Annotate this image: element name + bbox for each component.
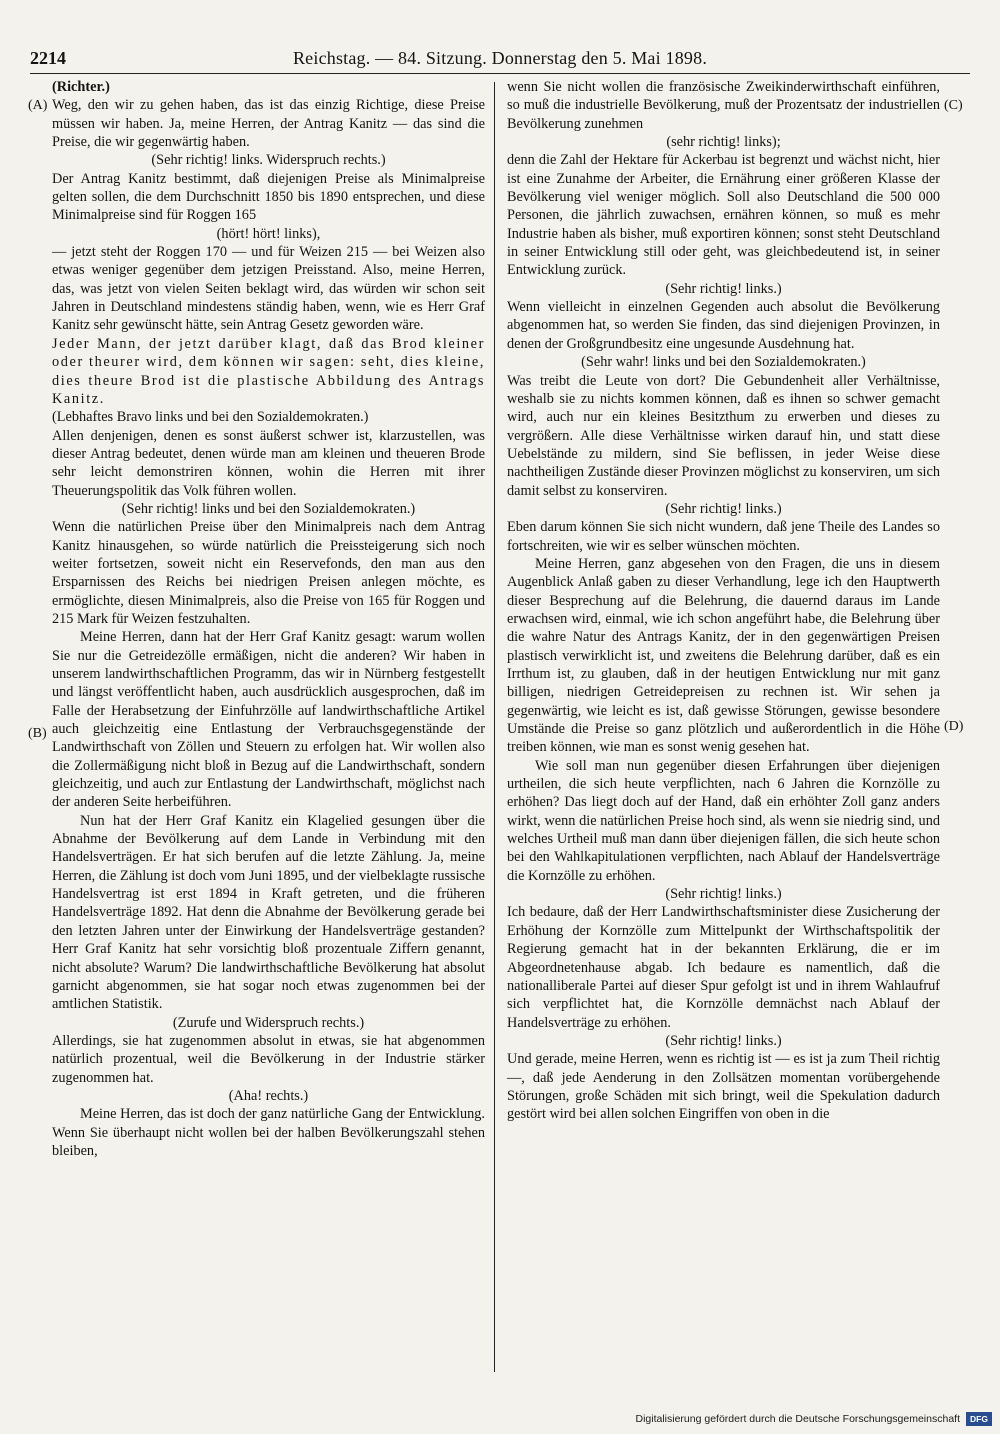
speaker-label: (Richter.) [52,79,110,95]
paragraph: Allen denjenigen, denen es sonst äußerst schwer ist, klarzustellen, was dieser Antrag bedeutet, denen würde man am kleinen und theueren Brode sehr leicht demonstriren können, wohin die Herren mit ihrer Theuerungspolitik das Volk führen wollen. [52,427,485,499]
paragraph: Wenn die natürlichen Preise über den Minimalpreis nach dem Antrag Kanitz hinausgehen, so würde natürlich die Preissteigerung sich noch weiter fortsetzen, soweit nicht ein Reservefonds, den man aus den Ersparnissen des Reichs bei niedrigen Preisen anlegen möchte, es ermöglichte, diesen Minimalpreis, also die Preise von 165 für Roggen und 215 Mark für Weizen festzuhalten. [52,519,485,627]
paragraph: wenn Sie nicht wollen die französische Zweikinderwirthschaft einführen, so muß die industrielle Bevölkerung, muß der Prozentsatz der industriellen Bevölkerung zunehmen [507,79,940,132]
margin-marker-c: (C) [944,98,963,113]
running-title: Reichstag. — 84. Sitzung. Donnerstag den 5. Mai 1898. [292,48,708,68]
interjection: (Sehr richtig! links. Widerspruch rechts.) [151,152,386,169]
paragraph: Meine Herren, das ist doch der ganz natürliche Gang der Entwicklung. Wenn Sie überhaupt nicht wollen bei der halben Bevölkerungszahl stehen bleiben, [52,1106,485,1159]
margin-marker-d: (D) [944,719,964,734]
header-rule [30,73,970,74]
interjection: (Sehr richtig! links.) [665,500,782,517]
paragraph: Wenn vielleicht in einzelnen Gegenden auch absolut die Bevölkerung abgenommen hat, so werden Sie finden, das sind diejenigen Provinzen, in denen der Großgrundbesitz eine ungesunde Ausdehnung hat. [507,299,940,352]
digitization-footer [0,1412,1000,1428]
paragraph: Allerdings, sie hat zugenommen absolut in etwas, sie hat abgenommen natürlich prozentual, weil die Bevölkerung in der Industrie stärker zugenommen hat. [52,1032,485,1086]
paragraph: Nun hat der Herr Graf Kanitz ein Klagelied gesungen über die Abnahme der Bevölkerung auf dem Lande in Verbindung mit den Handelsverträgen. Er hat sich berufen auf die letzte Zählung. Ja, meine Herren, die Zählung ist doch vom Juni 1895, und der vielbeklagte russische Handelsvertrag ist erst 1894 in Kraft getreten, und die früheren Handelsverträge 1892. Hat denn die Abnahme der Bevölkerung gerade bei den letzten Jahren unter der Einwirkung der Handelsverträge gestanden? Herr Graf Kanitz hat sehr vorsichtig bloß prozentuale Ziffern genannt, nicht absolute? Warum? Die landwirthschaftliche Bevölkerung hat absolut garnicht abgenommen, sie hat sogar noch etwas zugenommen bei der amtlichen Statistik. [52,812,485,1013]
paragraph: Weg, den wir zu gehen haben, das ist das einzig Richtige, diese Preise müssen wir haben. Ja, meine Herren, der Antrag Kanitz — das sind die Preise, die wir gegenwärtig haben. [52,97,485,151]
interjection: (Sehr richtig! links.) [665,1032,782,1049]
paragraph: denn die Zahl der Hektare für Ackerbau ist begrenzt und wächst nicht, hier ist eine Zunahme der Arbeiter, die Ernährung einer größeren Klasse der Bevölkerung viel weniger möglich. Soll also Deutschland die 500 000 Personen, die jährlich zuwachsen, ernähren können, so muß es mehr Industrie haben als bisher, muß exportiren können; sonst steht Deutschland in seiner Entwicklung still oder geht, was gleichbedeutend ist, in seiner Entwicklung zurück. [507,152,940,279]
interjection: (Sehr wahr! links und bei den Sozialdemokraten.) [581,354,866,371]
dfg-logo: DFG [966,1412,992,1426]
interjection: (sehr richtig! links); [666,134,781,151]
page-number: 2214 [30,48,66,68]
right-column [507,78,940,1124]
margin-marker-a: (A) [28,98,48,113]
margin-marker-b: (B) [28,726,47,741]
running-header [30,44,970,72]
paragraph: Ich bedaure, daß der Herr Landwirthschaftsminister diese Zusicherung der Erhöhung der Kornzölle zum Mittelpunkt der Wirthschaftspolitik der Regierung gemacht hat in der bekannten Erklärung, die er im Abgeordnetenhause abgab. Ich bedaure es namentlich, daß die nationalliberale Partei auf dieser Spur gefolgt ist und in ihrem Wahlaufruf sich verpflichtet hat, die Kornzölle demnächst nach Ablauf der Handelsverträge zu erhöhen. [507,904,940,1031]
paragraph: — jetzt steht der Roggen 170 — und für Weizen 215 — bei Weizen also etwas weniger gegenüber dem jetzigen Preisstand. Also, meine Herren, das, was jetzt von vielen Seiten beklagt wird, das würden wir schon seit Jahren in Deutschland mindestens ständig haben, wenn, wie es Herr Graf Kanitz sehr gewünscht hätte, sein Antrag Gesetz geworden wäre. [52,244,485,334]
paragraph: Eben darum können Sie sich nicht wundern, daß jene Theile des Landes so fortschreiten, wie wir es selber wünschen möchten. [507,519,940,554]
paragraph: Meine Herren, ganz abgesehen von den Fragen, die uns in diesem Augenblick Anlaß gaben zu dieser Verhandlung, lege ich den Hauptwerth dieser Besprechung auf die Belehrung, die dauernd daraus im Lande erwachsen wird, einmal, wie ich schon angeführt habe, die Belehrung über die wahre Natur des Antrags Kanitz, der in den gegenwärtigen Preisen plastisch verwirklicht ist, und zweitens die Belehrung darüber, daß es ein Irrthum ist, zu glauben, daß in der heutigen Entwicklung nur mit ganz billigen, niedrigen Getreidepreisen zu rechnen ist. Wir sehen ja gegenwärtig, wie leicht es ist, daß gewisse Störungen, gewisse besondere Umstände die Preise so ganz plötzlich und außerordentlich in die Höhe treiben können, wie man es sonst wenig gesehen hat. [507,555,940,756]
paragraph: Und gerade, meine Herren, wenn es richtig ist — es ist ja zum Theil richtig —, daß jede Aenderung in den Zollsätzen momentan vorübergehende Störungen, große Schäden mit sich bringt, weil die Spekulation dadurch gestört wird bei allen solchen Eingriffen von oben in die [507,1051,940,1123]
column-rule [494,82,495,1372]
interjection: (Zurufe und Widerspruch rechts.) [172,1014,365,1031]
interjection: (Sehr richtig! links.) [665,280,782,297]
paragraph: Was treibt die Leute von dort? Die Gebundenheit aller Verhältnisse, weshalb sie zu nichts kommen können, daß es ihnen so schwer gemacht wird, auch nur ein kleines Besitzthum zu erwerben und dieses zu vergrößern. Alle diese Verhältnisse wirken darauf hin, und statt diese Uebelstände zu mildern, sind Sie beflissen, in jeder Weise diese nachtheiligen Zustände dieser Provinzen möglichst zu konserviren, um sich damit selbst zu konserviren. [507,372,940,499]
paragraph: Wie soll man nun gegenüber diesen Erfahrungen über diejenigen urtheilen, die sich heute verpflichten, nach 6 Jahren die Kornzölle zu erhöhen? Das liegt doch auf der Hand, daß ein erhöhter Zoll ganz anders wirkt, wenn die natürlichen Preise hoch sind, als wenn sie niedrig sind, und welches Urtheil muß man dann über diejenigen fällen, die sich heute schon bei den Wahlkapitulationen verpflichten, nach Ablauf der Handelsverträge die Kornzölle zu erhöhen. [507,757,940,884]
interjection: (Sehr richtig! links und bei den Sozialdemokraten.) [121,500,416,517]
interjection: (Lebhaftes Bravo links und bei den Sozialdemokraten.) [52,409,369,426]
interjection: (Aha! rechts.) [228,1087,309,1104]
paragraph: Der Antrag Kanitz bestimmt, daß diejenigen Preise als Minimalpreise gelten sollen, die dem Durchschnitt 1850 bis 1890 entsprechen, und diese Minimalpreise sind für Roggen 165 [52,170,485,224]
interjection: (hört! hört! links), [216,225,321,242]
interjection: (Sehr richtig! links.) [665,886,782,903]
paragraph: Meine Herren, dann hat der Herr Graf Kanitz gesagt: warum wollen Sie nur die Getreidezölle ermäßigen, nicht die anderen? Wir haben in unserem landwirthschaftlichen Programm, das wir in Nürnberg festgestellt und längst veröffentlicht haben, auch ausdrücklich ausgesprochen, daß im Falle der Herabsetzung der Einfuhrzölle auf landwirthschaftliche Artikel auch gleichzeitig eine Entlastung der Verbrauchsgegenstände der Landwirthschaft von Zöllen und Steuern zu erfolgen hat. Wir wollen also die Zollermäßigung nicht bloß in Bezug auf die Landwirthschaft, sondern gleichzeitig, und auch zur Entlastung der Landwirthschaft, möglichst nach der anderen Seite herbeiführen. [52,629,485,811]
funding-credit: Digitalisierung gefördert durch die Deutsche Forschungsgemeinschaft [635,1413,960,1425]
left-column [52,78,485,1160]
paragraph-emphasis: Jeder Mann, der jetzt darüber klagt, daß das Brod kleiner oder theurer wird, dem können wir sagen: seht, dies kleine, dies theure Brod ist die plastische Abbildung des Antrags Kanitz. [52,335,485,407]
